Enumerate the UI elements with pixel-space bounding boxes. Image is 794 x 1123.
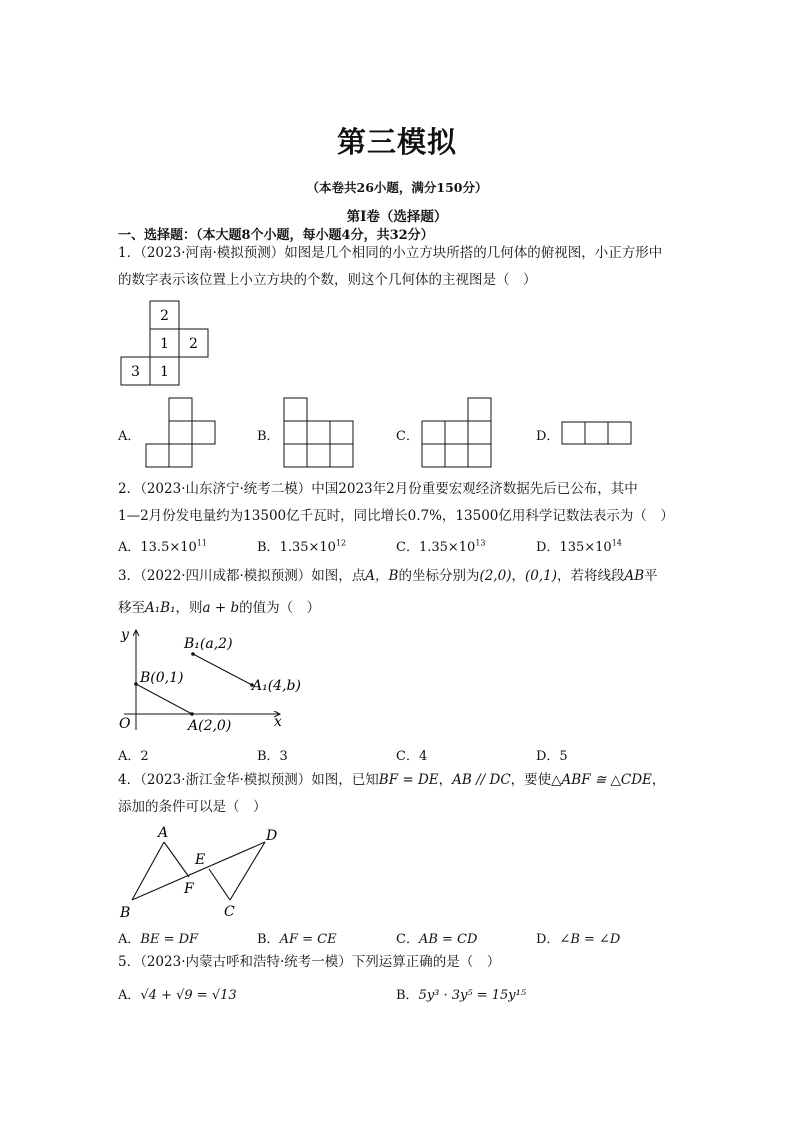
- q1-option-a-label[interactable]: A．: [118, 429, 141, 444]
- q5-option-label: B．: [396, 988, 419, 1003]
- q3-text: ，: [511, 568, 525, 584]
- point-a: [190, 712, 194, 716]
- q5-option-a[interactable]: [118, 984, 237, 1003]
- label-e: E: [195, 852, 206, 868]
- q3-coord-a: (2,0): [479, 568, 512, 584]
- q3-points: A，B: [365, 568, 399, 584]
- q2-option-c[interactable]: [396, 536, 486, 555]
- q2-line1: 2．（2023·山东济宁·统考二模）中国2023年2月份重要宏观经济数据先后已公布，其中: [118, 481, 638, 497]
- q2-option-value: 13.5×10: [140, 540, 197, 555]
- q4-line2: 添加的条件可以是（ ）: [118, 799, 267, 815]
- q3-text: 3．（2022·四川成都·模拟预测）如图，点: [118, 568, 366, 584]
- q1-grid-cell: 1: [160, 336, 169, 352]
- label-f: F: [184, 881, 194, 897]
- q3-coordinate-figure: [112, 622, 312, 742]
- q4-option-label: B．: [257, 932, 280, 947]
- point-b1-label: B₁(a,2): [184, 636, 233, 652]
- q4-option-expr: ∠B = ∠D: [559, 932, 621, 947]
- q1-option-c-figure[interactable]: [416, 393, 498, 471]
- q3-text: 平: [644, 568, 658, 584]
- q3-text: ，若将线段: [556, 568, 625, 584]
- q5-option-expr: 5y³ · 3y⁵ = 15y¹⁵: [418, 988, 527, 1003]
- q3-segment: A₁B₁: [145, 600, 176, 616]
- q2-option-value: 1.35×10: [418, 540, 476, 555]
- q3-text: 的值为（ ）: [239, 600, 321, 616]
- q5-line: 5．（2023·内蒙古呼和浩特·统考一模）下列运算正确的是（ ）: [118, 954, 501, 970]
- point-b-label: B(0,1): [140, 670, 184, 686]
- q4-option-expr: BE = DF: [140, 932, 199, 947]
- q2-option-label: C．: [396, 540, 419, 555]
- q5-option-b[interactable]: [396, 984, 526, 1003]
- q1-line2: 的数字表示该位置上小立方块的个数，则这个几何体的主视图是（ ）: [118, 272, 537, 288]
- label-a: A: [158, 825, 169, 841]
- q1-grid-cell: 1: [160, 364, 169, 380]
- q5-option-expr: √4 + √9 = √13: [140, 988, 237, 1003]
- q4-option-b[interactable]: [257, 928, 337, 947]
- q3-text: 的坐标分别为: [398, 568, 480, 584]
- q4-condition: BF = DE: [378, 772, 439, 788]
- q2-option-label: A．: [118, 540, 141, 555]
- q4-option-expr: AB = CD: [418, 932, 478, 947]
- part-title: 第I卷（选择题）: [346, 209, 448, 225]
- q3-line1: [118, 566, 658, 586]
- q2-option-b[interactable]: [257, 536, 346, 555]
- q3-text: 移至: [118, 600, 145, 616]
- q1-option-d-figure[interactable]: [557, 417, 637, 449]
- q1-option-b-figure[interactable]: [278, 393, 360, 471]
- q4-option-label: D．: [536, 932, 560, 947]
- q1-grid-cell: 2: [160, 308, 169, 324]
- q3-option-c[interactable]: C．4: [396, 749, 428, 764]
- q1-top-view-figure: [115, 295, 215, 390]
- segment-dc: [230, 842, 265, 900]
- q2-option-label: D．: [536, 540, 560, 555]
- point-b: [134, 682, 138, 686]
- q3-line2: [118, 598, 320, 618]
- label-d: D: [266, 828, 278, 844]
- segment-af: [164, 842, 189, 877]
- q1-line1: 1．（2023·河南·模拟预测）如图是几个相同的小立方块所搭的几何体的俯视图，小正方形中: [118, 245, 663, 261]
- q2-option-exponent: 14: [611, 538, 622, 548]
- q3-option-d[interactable]: D．5: [536, 749, 568, 764]
- q4-option-expr: AF = CE: [279, 932, 337, 947]
- q5-option-label: A．: [118, 988, 141, 1003]
- label-b: B: [120, 905, 131, 921]
- origin-label: O: [119, 716, 131, 732]
- q4-geometry-figure: [112, 820, 292, 925]
- q4-option-a[interactable]: [118, 928, 198, 947]
- q3-text: ，则: [175, 600, 203, 616]
- q1-grid-cell: 2: [189, 336, 198, 352]
- q2-option-value: 135×10: [559, 540, 612, 555]
- segment-bd: [132, 842, 265, 900]
- q2-option-d[interactable]: [536, 536, 622, 555]
- q3-coord-b: (0,1): [524, 568, 557, 584]
- q3-segment: AB: [624, 568, 645, 584]
- segment-ce: [209, 869, 230, 900]
- x-axis-label: x: [274, 714, 282, 730]
- q4-option-label: A．: [118, 932, 141, 947]
- point-b1: [191, 652, 195, 656]
- q1-option-b-label[interactable]: B．: [257, 429, 280, 444]
- q4-text: ，: [438, 772, 453, 788]
- segment-ab: [132, 842, 164, 900]
- q1-option-a-figure[interactable]: [140, 393, 220, 471]
- y-axis-label: y: [121, 627, 129, 643]
- q4-option-c[interactable]: [396, 928, 477, 947]
- q2-option-exponent: 13: [475, 538, 486, 548]
- label-c: C: [224, 904, 235, 920]
- q2-option-exponent: 12: [335, 538, 347, 548]
- exam-subtitle: （本卷共26小题，满分150分）: [306, 180, 488, 195]
- q2-option-exponent: 11: [196, 538, 207, 548]
- q3-option-a[interactable]: A．2: [118, 749, 149, 764]
- q1-grid-cell: 3: [131, 364, 140, 380]
- point-a-label: A(2,0): [188, 718, 232, 734]
- q1-option-c-label[interactable]: C．: [396, 429, 419, 444]
- q3-expression: a + b: [202, 600, 240, 616]
- q1-option-d-label[interactable]: D．: [536, 429, 560, 444]
- q2-option-label: B．: [257, 540, 280, 555]
- q3-option-b[interactable]: B．3: [257, 749, 288, 764]
- q4-option-label: C．: [396, 932, 419, 947]
- segment-a1b1: [193, 654, 252, 685]
- section-heading: 一、选择题：（本大题8个小题，每小题4分，共32分）: [118, 228, 434, 243]
- q4-text: 4．（2023·浙江金华·模拟预测）如图，已知: [118, 772, 379, 788]
- q2-option-a[interactable]: [118, 536, 207, 555]
- q2-line2: 1—2月份发电量约为13500亿千瓦时，同比增长0.7%，13500亿用科学记数法表示为（ ）: [118, 508, 674, 524]
- q4-condition: AB // DC: [452, 772, 511, 788]
- q4-option-d[interactable]: [536, 928, 620, 947]
- q4-congruence: △ABF ≅ △CDE: [551, 772, 652, 788]
- q4-line1: [118, 770, 665, 790]
- page-title: 第三模拟: [336, 125, 457, 159]
- q2-option-value: 1.35×10: [279, 540, 336, 555]
- q4-text: ，要使: [510, 772, 552, 788]
- q4-text: ，: [651, 772, 666, 788]
- point-a1-label: A₁(4,b): [252, 678, 301, 694]
- segment-ab: [136, 684, 192, 714]
